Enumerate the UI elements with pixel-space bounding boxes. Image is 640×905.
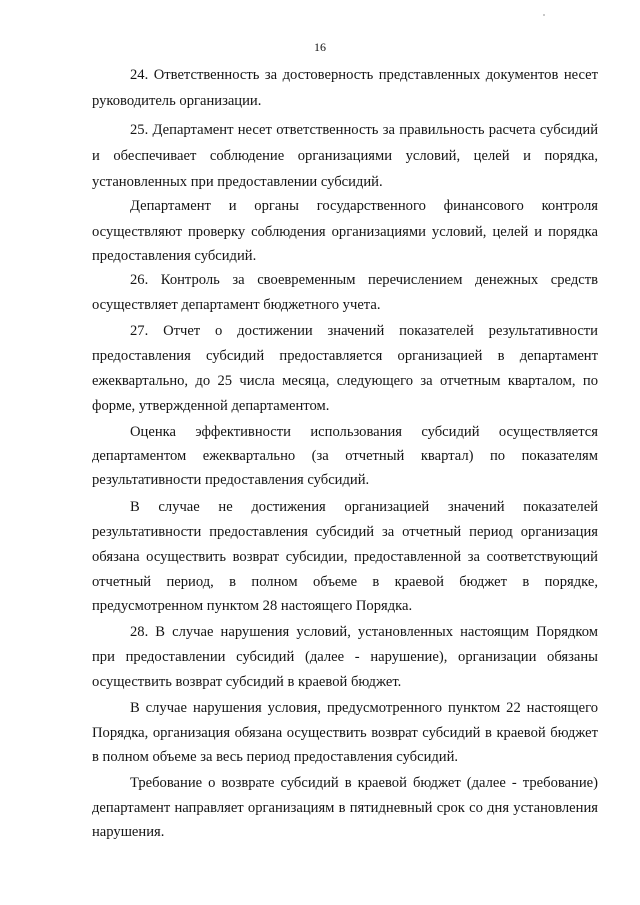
text-line: 27. Отчет о достижении значений показателей результативности xyxy=(130,323,598,339)
text-line: Оценка эффективности использования субсидий осуществляется xyxy=(130,424,598,440)
text-line: департамент направляет организациям в пятидневный срок со дня установления xyxy=(92,800,598,816)
text-line: 25. Департамент несет ответственность за правильность расчета субсидий xyxy=(130,122,598,138)
text-line: В случае не достижения организацией значений показателей xyxy=(130,499,598,515)
text-line: результативности предоставления субсидий. xyxy=(92,472,370,488)
text-line: ежеквартально, до 25 числа месяца, следующего за отчетным кварталом, по xyxy=(92,373,598,389)
text-line: Департамент и органы государственного финансового контроля xyxy=(130,198,598,214)
text-line: 28. В случае нарушения условий, установленных настоящим Порядком xyxy=(130,624,598,640)
text-line: предоставления субсидий предоставляется организацией в департамент xyxy=(92,348,598,364)
text-line: предусмотренном пунктом 28 настоящего Порядка. xyxy=(92,598,413,614)
text-line: В случае нарушения условия, предусмотренного пунктом 22 настоящего xyxy=(130,700,598,716)
text-line: нарушения. xyxy=(92,824,165,840)
text-line: при предоставлении субсидий (далее - нарушение), организации обязаны xyxy=(92,649,598,665)
text-line: Требование о возврате субсидий в краевой бюджет (далее - требование) xyxy=(130,775,598,791)
text-line: осуществить возврат субсидий в краевой бюджет. xyxy=(92,674,402,690)
text-line: установленных при предоставлении субсидий. xyxy=(92,174,383,190)
text-line: осуществляет департамент бюджетного учета. xyxy=(92,297,381,313)
text-line: и обеспечивает соблюдение организациями условий, целей и порядка, xyxy=(92,148,598,164)
text-line: департаментом ежеквартально (за отчетный квартал) по показателям xyxy=(92,448,598,464)
text-line: осуществляют проверку соблюдения организациями условий, целей и порядка xyxy=(92,224,598,240)
text-line: предоставления субсидий. xyxy=(92,248,257,264)
text-line: отчетный период, в полном объеме в краевой бюджет в порядке, xyxy=(92,574,598,590)
text-line: Порядка, организация обязана осуществить возврат субсидий в краевой бюджет xyxy=(92,725,598,741)
text-line: результативности предоставления субсидий за отчетный период организация xyxy=(92,524,598,540)
text-line: 26. Контроль за своевременным перечислением денежных средств xyxy=(130,272,598,288)
text-line: руководитель организации. xyxy=(92,93,262,109)
text-line: в полном объеме за весь период предоставления субсидий. xyxy=(92,749,459,765)
text-line: форме, утвержденной департаментом. xyxy=(92,398,330,414)
text-line: 24. Ответственность за достоверность представленных документов несет xyxy=(130,67,598,83)
scan-speck xyxy=(543,14,545,16)
text-line: обязана осуществить возврат субсидии, предоставленной за соответствующий xyxy=(92,549,598,565)
page-number: 16 xyxy=(314,40,326,54)
